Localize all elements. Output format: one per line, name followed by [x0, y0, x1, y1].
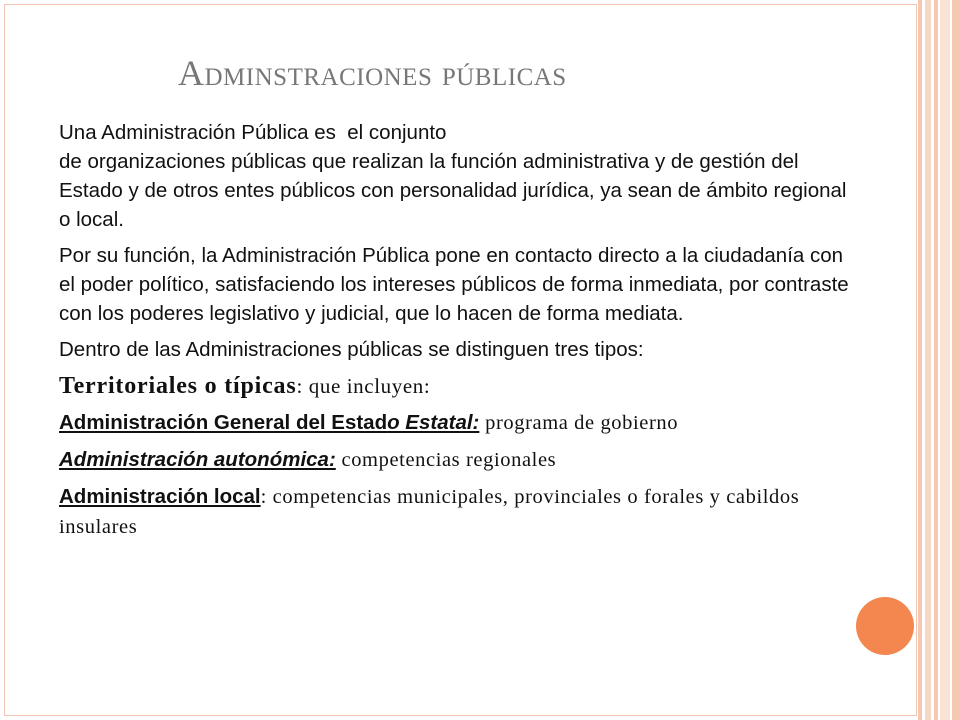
territoriales-line	[59, 372, 859, 401]
paragraph-function: Por su función, la Administración Pública pone en contacto directo a la ciudadanía con el poder político, satisfaciendo los intereses públicos de forma inmediata, por contraste con los poderes legislativo y judicial, que lo hacen de forma mediata.	[59, 244, 849, 325]
slide-title: Adminstraciones públicas	[178, 53, 567, 93]
definition-rest: de organizaciones públicas que realizan la función administrativa y de gestión del Estado y de otros entes públicos con personalidad jurídica, ya sean de ámbito regional o local.	[59, 150, 847, 231]
definition-line-1: Una Administración Pública es el conjunto	[59, 121, 447, 144]
item-general-label: Administración General del Estad	[59, 411, 388, 434]
item-general-text: programa de gobierno	[479, 412, 679, 434]
item-general-label-italic: o Estatal:	[387, 411, 480, 434]
item-local-text: : competencias municipales, provinciales o forales y cabildos insulares	[59, 486, 800, 538]
slide-body	[59, 118, 859, 542]
item-autonomica	[59, 445, 859, 475]
paragraph-types-intro: Dentro de las Administraciones públicas se distinguen tres tipos:	[59, 338, 644, 361]
item-local-label: Administración local	[59, 485, 261, 508]
accent-circle	[856, 597, 914, 655]
item-autonomica-label: Administración autonómica:	[59, 448, 336, 471]
item-general	[59, 408, 859, 438]
item-autonomica-text: competencias regionales	[335, 449, 557, 471]
paragraph-definition	[59, 118, 859, 234]
decorative-stripes	[918, 0, 960, 720]
territoriales-rest: : que incluyen:	[296, 374, 431, 398]
item-local	[59, 482, 859, 542]
territoriales-heading: Territoriales o típicas	[59, 373, 297, 399]
